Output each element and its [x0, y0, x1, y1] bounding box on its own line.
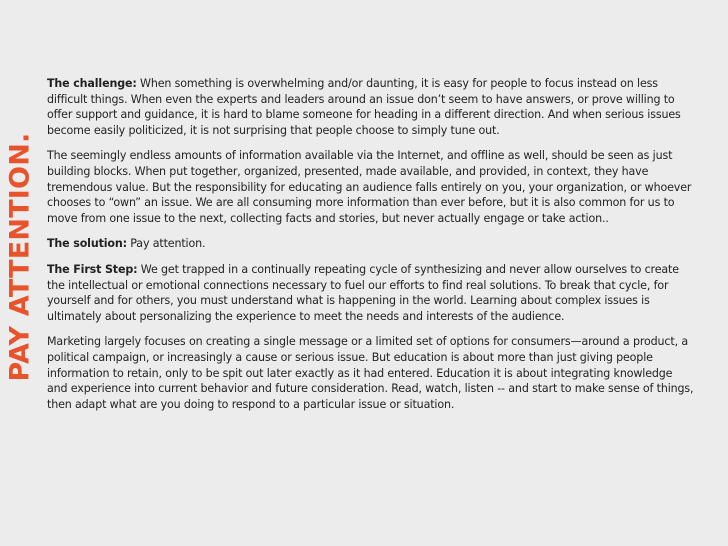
paragraph-lead: The challenge: — [47, 77, 137, 90]
paragraph-text: The seemingly endless amounts of information available via the Internet, and offline as well, should be seen as just building blocks. When put together, organized, presented, made available, and provided, in context, they have tremendous value. But the responsibility for educating an audience falls entirely on you, your organization, or whoever chooses to “own” an issue. We are all consuming more information than ever before, but it is also common for us to move from one issue to the next, collecting facts and stories, but never actually engage or take action.. — [47, 149, 692, 225]
slide-body — [47, 76, 695, 422]
paragraph-text: Marketing largely focuses on creating a single message or a limited set of options for consumers—around a product, a political campaign, or increasingly a cause or serious issue. But education is about more than just giving people information to retain, only to be spit out later exactly as it had entered. Education it is about integrating knowledge and experience into current behavior and future consideration. Read, watch, listen -- and start to make sense of things, then adapt what are you doing to respond to a particular issue or situation. — [47, 335, 694, 411]
paragraph-first-step — [47, 262, 695, 324]
paragraph-lead: The solution: — [47, 237, 127, 251]
slide-title: PAY ATTENTION. — [4, 132, 36, 382]
paragraph-text: Pay attention. — [126, 237, 206, 251]
paragraph-information — [47, 148, 695, 226]
paragraph-challenge — [47, 76, 695, 138]
paragraph-text: When something is overwhelming and/or daunting, it is easy for people to focus instead on less difficult things. When even the experts and leaders around an issue don’t seem to have answers, or prove willing to offer support and guidance, it is hard to blame someone for heading in a different direction. And when serious issues become easily politicized, it is not surprising that people choose to simply tune out. — [47, 77, 681, 137]
side-title-container — [2, 132, 38, 382]
paragraph-lead: The First Step: — [47, 262, 138, 276]
paragraph-solution — [47, 236, 695, 252]
paragraph-text: We get trapped in a continually repeating cycle of synthesizing and never allow ourselves to create the intellectual or emotional connections necessary to fuel our efforts to find real solutions. To break that cycle, for yourself and for others, you must understand what is happening in the world. Learning about complex issues is ultimately about personalizing the experience to meet the needs and interests of the audience. — [47, 262, 679, 323]
paragraph-marketing — [47, 334, 695, 412]
